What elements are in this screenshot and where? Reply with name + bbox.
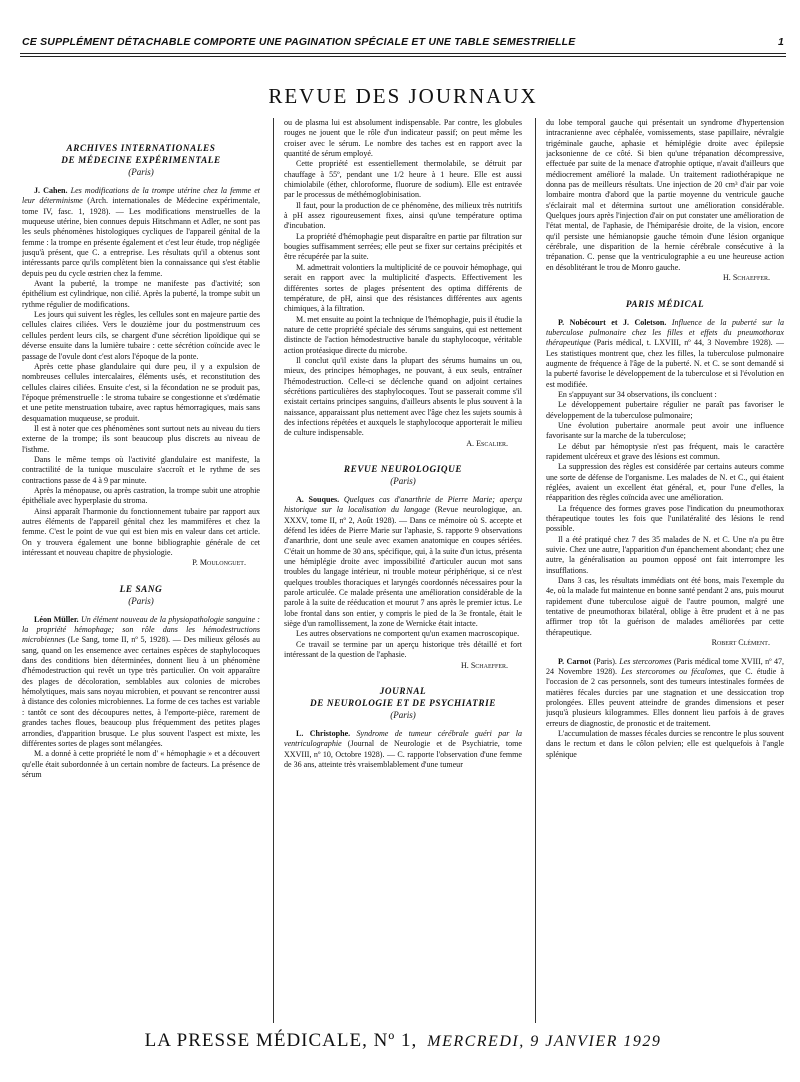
article-author: P. Nobécourt et J. Coletson. xyxy=(558,317,667,327)
page-footer xyxy=(20,1030,786,1052)
article-reference: (Paris). xyxy=(593,656,617,666)
article-author: A. Souques. xyxy=(296,495,340,504)
article-signature: P. Moulonguet. xyxy=(192,558,246,568)
article-paragraph: M. met ensuite au point la technique de l'hémophagie, puis il étudie la nature de cette propriété spéciale des sérums sanguins, qui est nettement distincte de l'action hémodestructive banale du staphylocoque, véritable action protéasique directe du microbe. xyxy=(284,314,522,355)
article-signature: A. Escalier. xyxy=(466,438,508,448)
article-title: Un élément nouveau de la physiopathologie sanguine : la propriété hémophage; son rôle dans les hémodestructions microbiennes xyxy=(22,614,260,645)
article-body: — Les modifications menstruelles de la muqueuse utérine, bien connues depuis Hitschmann et Adler, ne sont pas les seuls phénomènes histologiques cycliques de l'appareil génital de la femme : la trompe en présente également et c'est leur étude, trop négligée jusqu'à présent, que C. a entreprise. Les résultats qu'il a obtenus sont intéressants parce qu'ils complètent bien la connaissance qui s'est établie depuis peu du cycle œstrien chez la femme. xyxy=(22,206,260,278)
article-paragraph: Avant la puberté, la trompe ne manifeste pas d'activité; son épithélium est cylindrique, non cilié. Après la puberté, la trompe subit un rythme régulier de modifications. xyxy=(22,279,260,309)
article-title: Influence de la puberté sur la tuberculose pulmonaire chez les filles et effets du pneumothorax thérapeutique xyxy=(546,317,784,348)
article-paragraph: Après la ménopause, ou après castration, la trompe subit une atrophie épithéliale avec hyperplasie du stroma. xyxy=(22,485,260,506)
article-signature: Robert Clément. xyxy=(711,638,770,648)
top-rule-2 xyxy=(20,56,786,57)
article-paragraph: Ce travail se termine par un aperçu historique très détaillé et fort intéressant de la question de l'aphasie. xyxy=(284,639,522,660)
article-paragraph: ou de plasma lui est absolument indispensable. Par contre, les globules rouges ne jouent que le rôle d'un indicateur passif; on peut même les croiser avec le sérum. Le nombre des taches est en rapport avec la quantité de sérum employé. xyxy=(284,118,522,159)
section-title: LE SANG xyxy=(119,583,163,594)
article-reference: (Le Sang, tome II, nº 5, 1928). xyxy=(67,635,171,645)
article-muller xyxy=(22,615,260,749)
top-rule-1 xyxy=(20,53,786,54)
section-subtitle: (Paris) xyxy=(390,476,416,486)
banner-text: CE SUPPLÉMENT DÉTACHABLE COMPORTE UNE PAGINATION SPÉCIALE ET UNE TABLE SEMESTRIELLE xyxy=(22,36,576,48)
article-title: Les stercoromes ou fécalomes, xyxy=(621,666,726,676)
article-author: J. Cahen. xyxy=(34,186,68,195)
section-subtitle: (Paris) xyxy=(128,167,154,177)
article-body: que C. étudie à l'occasion de 2 cas personnels, sont des tumeurs intestinales formées de matières fécales durcies par une stagnation et une dessiccation trop prolongées. Elles peuvent atteindre de grandes dimensions et peser jusqu'à plusieurs kilogrammes. Elles donnent lieu parfois à de graves erreurs de diagnostic, de pronostic et de traitement. xyxy=(546,666,784,728)
article-paragraph: La suppression des règles est considérée par certains auteurs comme une sorte de défense de l'organisme. Les malades de N. et C., qui étaient réglées, avaient un excellent état général, et, pour l'une d'elles, la réapparition des règles coïncida avec une amélioration. xyxy=(546,462,784,503)
article-title: Quelques cas d'anarthrie de Pierre Marie; aperçu historique sur la localisation du langage xyxy=(284,495,522,515)
article-paragraph: L'accumulation de masses fécales durcies se rencontre le plus souvent dans le rectum et dans le côlon pelvien; elle est quelquefois à l'angle splénique xyxy=(546,728,784,759)
article-paragraph: La fréquence des formes graves pose l'indication du pneumothorax thérapeutique toutes les fois que l'unilatéralité des lésions le rend possible. xyxy=(546,503,784,534)
article-body: — C. rapporte l'observation d'une femme de 36 ans, atteinte très vraisemblablement d'une tumeur xyxy=(284,749,522,769)
article-paragraph: Il est à noter que ces phénomènes sont surtout nets au niveau du tiers externe de la trompe; ils sont beaucoup plus discrets au niveau de l'isthme. xyxy=(22,423,260,454)
footer-date: MERCREDI, 9 JANVIER 1929 xyxy=(427,1033,662,1050)
section-title: DE NEUROLOGIE ET DE PSYCHIATRIE xyxy=(309,697,497,708)
article-author: L. Christophe. xyxy=(296,728,351,738)
article-title: Les stercoromes xyxy=(619,656,672,666)
article-paragraph: M. a donné à cette propriété le nom d' « hémophagie » et a découvert qu'elle était subordonnée à un certain nombre de facteurs. La présence de sérum xyxy=(22,749,260,779)
article-paragraph: Ainsi apparaît l'harmonie du fonctionnement tubaire par rapport aux autres éléments de l'appareil génital chez les mammifères et chez la femme. C'est le point de vue qui est bien mis en valeur dans cet article. On y trouvera également une bonne bibliographie générale de cet intéressant et nouveau chapitre de physiologie. xyxy=(22,506,260,558)
article-title: Syndrome de tumeur cérébrale guéri par la ventriculographie xyxy=(284,728,522,749)
article-reference: (Journal de Neurologie et de Psychiatrie, tome XXVIII, nº 10, Octobre 1928). xyxy=(284,739,522,759)
article-reference: (Revue neurologique, an. XXXV, tome II, nº 2, Août 1928). xyxy=(284,505,522,525)
article-paragraph: M. admettrait volontiers la multiplicité de ce pouvoir hémophage, qui serait en rapport avec la multiplicité d'aspects. Effectivement les différentes sortes de plages présentent des optima différents de température, de pH, ainsi que des résistances différentes aux agents chimiques, à la filtration. xyxy=(284,262,522,314)
article-paragraph: La propriété d'hémophagie peut disparaître en partie par filtration sur bougies suffisamment serrées; elle peut se fixer sur certains précipités et être récupérée par la suite. xyxy=(284,231,522,262)
article-christophe xyxy=(284,729,522,770)
article-reference: (Paris médical tome XVIII, nº 47, 24 Novembre 1928). xyxy=(546,656,784,676)
article-souques xyxy=(284,495,522,629)
column-2 xyxy=(284,118,522,1023)
article-paragraph: Il faut, pour la production de ce phénomène, des milieux très nutritifs à pH assez rigoureusement fixes, ainsi qu'une température optima d'incubation. xyxy=(284,200,522,231)
column-divider xyxy=(273,118,274,1023)
article-title: Les modifications de la trompe utérine chez la femme et leur déterminisme xyxy=(22,186,260,206)
article-author: P. Carnot xyxy=(558,656,592,666)
article-paragraph: Après cette phase glandulaire qui dure peu, il y a expulsion de nombreuses cellules intercalaires, éléments usés, et reconstitution des cellules claires ciliées. Ensuite c'est, si la fécondation ne se produit pas, l'époque prémenstruelle : le stroma tubaire se congestionne et s'œdématie et une petite menstruation tubaire, avec raptus hémorragiques, mais sans desquamation muqueuse, se produit. xyxy=(22,361,260,423)
supplement-banner xyxy=(22,36,784,48)
column-3 xyxy=(546,118,784,1023)
article-nobecourt xyxy=(546,318,784,390)
article-paragraph: Les autres observations ne comportent qu'un examen macroscopique. xyxy=(296,629,520,639)
article-paragraph: Le développement pubertaire régulier ne paraît pas favoriser le développement de la tuberculose pulmonaire; xyxy=(546,400,784,420)
article-carnot xyxy=(546,657,784,729)
section-subtitle: (Paris) xyxy=(128,595,154,606)
section-subtitle: (Paris) xyxy=(390,709,416,720)
article-signature: H. Schaeffer. xyxy=(461,660,508,670)
article-paragraph: Dans le même temps où l'activité glandulaire est manifeste, la contractilité de la tunique musculaire s'accroît et le rythme de ses contractions passe de 4 à 9 par minute. xyxy=(22,454,260,485)
column-1 xyxy=(22,118,260,1023)
article-body: — Dans ce mémoire où S. accepte et défend les idées de Pierre Marie sur l'aphasie, S. rapporte 9 observations d'anarthrie, dont une seule avec examen anatomique en coupes sériées. C'était un homme de 30 ans, spécifique, qui, à la suite d'un ictus, présenta une hémiplégie droite avec impossibilité d'articuler aucun mot sans troubles du langage intérieur, ni trouble moteur périphérique, si ce n'est quelques troubles thoraciques et laryngés coordonnés nécessaires pour la parole articulée. Ce malade présenta une amélioration considérable de la parole à la suite de rééducation et mourut 7 ans après le premier ictus. Le lobe frontal dans son entier, y compris le pied de la 3e frontale, était le siège d'un ramollissement, la zone de Wernicke était intacte. xyxy=(284,515,522,629)
page-title: REVUE DES JOURNAUX xyxy=(268,84,538,108)
article-paragraph: Dans 3 cas, les résultats immédiats ont été bons, mais l'exemple du 4e, où la malade fut maintenue en bonne santé pendant 2 ans, puis mourut rapidement d'une tuberculose aiguë de l'autre poumon, malgré une tentative de pneumothorax bilatéral, oblige à être prudent et à ne pas affirmer trop tôt la guérison de malades améliorées par cette thérapeutique. xyxy=(546,576,784,637)
column-divider xyxy=(535,118,536,1023)
article-paragraph: Il conclut qu'il existe dans la plupart des sérums humains un ou, mieux, des principes hémophages, ne pouvant, à eux seuls, entraîner l'hémodestruction. Celle-ci se déclenche quand on adjoint certaines sécrétions particulières des staphylocoques. Tout se passerait comme s'il existait certains principes sanguins, d'ailleurs absents le plus souvent à la naissance, apparaissant plus nettement avec l'âge chez les sujets soumis à des infections répétées et auxquels le staphylocoque apporterait le milieu de culture indispensable. xyxy=(284,355,522,438)
article-author: Léon Müller. xyxy=(34,614,79,624)
article-paragraph: Cette propriété est essentiellement thermolabile, se détruit par chauffage à 55º, pendant une 1/2 heure à 1 heure. Elle est aussi chimiolabile (éther, chloroforme, fluorure de sodium). Elle est entravée par le processus de méthémoglobinisation. xyxy=(284,159,522,200)
article-paragraph: Il a été pratiqué chez 7 des 35 malades de N. et C. Une n'a pu être suivie. Chez une autre, l'apparition d'un épanchement abondant; chez une autre, la généralisation au poumon opposé ont fait interrompre les insufflations. xyxy=(546,534,784,575)
article-paragraph: En s'appuyant sur 34 observations, ils concluent : xyxy=(558,389,717,399)
section-title: PARIS MÉDICAL xyxy=(625,298,705,309)
footer-journal: LA PRESSE MÉDICALE, Nº 1, xyxy=(144,1030,418,1051)
article-cahen xyxy=(22,186,260,279)
article-paragraph: Les jours qui suivent les règles, les cellules sont en majeure partie des cellules claires ciliées. Vers le douzième jour du postmenstruum ces cellules perdent leurs cils, se chargent d'une sécrétion lipoïdique qui se déverse ensuite dans la lumière tubaire : cette sécrétion coïncide avec le passage de l'ovule dont c'est alors l'époque de la ponte. xyxy=(22,310,260,361)
article-paragraph: Une évolution pubertaire anormale peut avoir une influence favorisante sur la marche de la tuberculose; xyxy=(546,420,784,441)
article-paragraph: du lobe temporal gauche qui présentait un syndrome d'hypertension intracranienne avec céphalée, vomissements, stase papillaire, névralgie trigéminale gauche, aphasie et hémiplégie droite avec épilepsie jacksonienne de ce côté. Si bien qu'une trépanation décompressive, effectuée par suite de la menace d'atrophie optique, n'avait d'ailleurs que médiocrement amélioré la malade. Un traitement radiothérapique ne donna pas de meilleurs résultats. Une injection de 20 cm³ d'air par voie lombaire montra d'abord que la partie moyenne du ventricule gauche s'éclairait mal et détermina surtout une amélioration considérable. Quelques jours après l'injection d'air on put constater une amélioration de l'état mental, de l'aphasie, de l'hémiparésie droite, de la vision, encore qu'il persiste une hémianopsie gauche témoin d'une lésion organique cérébrale, une disparition de la hernie cérébrale consécutive à la trépanation. C. pense que la ventriculographie a eu une heureuse action en désoblitérant le trou de Monro gauche. xyxy=(546,118,784,272)
section-title: JOURNAL xyxy=(379,685,427,696)
article-body: — Les statistiques montrent que, chez les filles, la tuberculose pulmonaire augmente de fréquence à l'âge de la puberté. N. et C. se sont demandé si la puberté favorise le développement de la tuberculose et si l'évolution en est modifiée. xyxy=(546,338,784,389)
section-title: DE MÉDECINE EXPÉRIMENTALE xyxy=(61,155,221,165)
section-title: REVUE NEUROLOGIQUE xyxy=(343,464,463,474)
article-paragraph: Le début par hémoptysie n'est pas fréquent, mais le caractère rapidement ulcéreux et grave des lésions est commun. xyxy=(546,441,784,461)
article-signature: H. Schaeffer. xyxy=(723,273,770,283)
article-columns xyxy=(22,118,784,1023)
page-number: 1 xyxy=(777,36,784,48)
article-reference: (Arch. internationales de Médecine expérimentale, tome IV, fasc. 1, 1928). xyxy=(22,196,260,216)
article-body: — Des milieux gélosés au sang, quand on les ensemence avec certaines espèces de staphylocoques dans des conditions bien déterminées, donnent lieu à un phénomène d'hémodestruction qui revêt un type très particulier. On voit apparaître des plages de décoloration, semblables aux colonies de microbes hémolytiques, mais sans noyau microbien, et pouvant se rencontrer aussi à distance des colonies microbiennes. La forme de ces taches est variable : tantôt ce sont des découpures nettes, à l'emporte-pièce, rarement de grandes taches floues, beaucoup plus fréquemment des petites plages arrondies, d'apparition brusque. Le plus souvent l'aspect est mixte, les différentes sortes de plages sont mélangées. xyxy=(22,635,260,748)
section-title: ARCHIVES INTERNATIONALES xyxy=(66,143,216,153)
article-reference: (Paris médical, t. LXVIII, nº 44, 3 Novembre 1928). xyxy=(593,338,773,348)
